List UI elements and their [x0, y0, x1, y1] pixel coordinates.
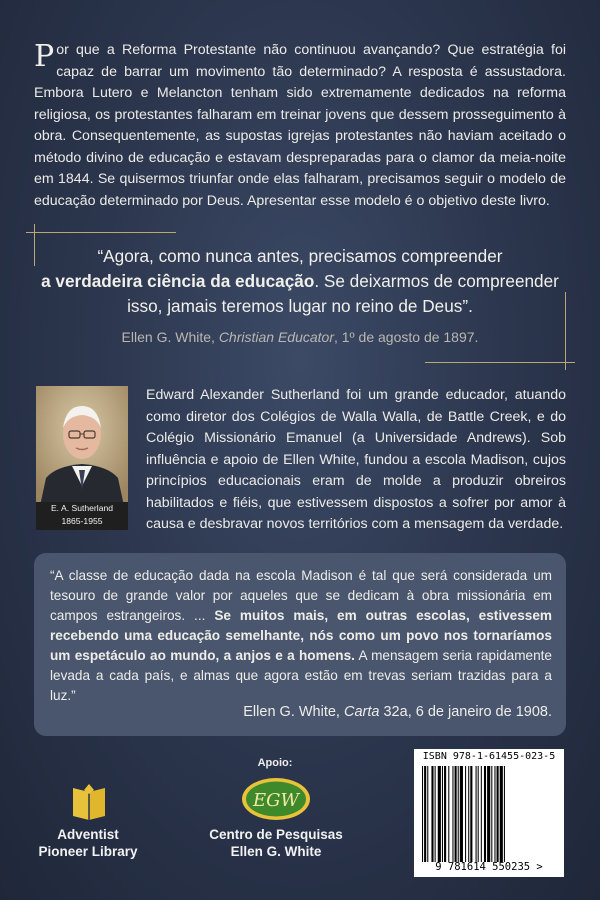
barcode-bar: [484, 766, 486, 862]
support-label: Apoio:: [257, 757, 293, 769]
barcode-bar: [465, 766, 466, 862]
barcode-bar: [487, 766, 490, 862]
main-quote-part1: “Agora, como nunca antes, precisamos compreender: [97, 246, 503, 266]
quote-box-cite-work: Carta: [344, 704, 380, 720]
portrait-photo: [36, 386, 128, 506]
main-quote-citation: [40, 329, 560, 345]
quote-box-cite-rest: 32a, 6 de janeiro de 1908.: [379, 704, 552, 720]
book-icon: [70, 782, 108, 822]
barcode-bar: [452, 766, 453, 862]
barcode-bar: [427, 766, 428, 862]
barcode-bar: [431, 766, 433, 862]
intro-dropcap: P: [34, 39, 55, 74]
decorative-line-top-left: [26, 232, 176, 233]
barcode-bar: [448, 766, 449, 862]
main-quote-part2: . Se deixarmos de compreender isso, jamais teremos lugar no reino de Deus”.: [127, 271, 559, 316]
main-quote-cite-date: , 1º de agosto de 1897.: [333, 329, 479, 345]
decorative-line-bottom-right: [425, 362, 575, 363]
barcode-bar: [468, 766, 469, 862]
quote-box-cite-author: Ellen G. White,: [243, 704, 344, 720]
egw-logo-icon: [240, 776, 312, 822]
barcode-number: 9 781614 550235 >: [435, 861, 543, 873]
barcode-bar: [504, 766, 505, 862]
barcode-bar: [424, 766, 426, 862]
barcode-bar: [500, 766, 503, 862]
barcode-bar: [497, 766, 499, 862]
barcode-bar: [460, 766, 463, 862]
main-quote-cite-author: Ellen G. White,: [121, 329, 219, 345]
barcode-bar: [455, 766, 457, 862]
quote-box-part1: “A classe de educação dada na escola Madison é tal que será considerada um tesouro de grande valor por aqueles que se dedicam à obra missionária em campos estrangeiros. ...: [50, 568, 552, 623]
decorative-line-top-left-vertical: [34, 224, 35, 266]
barcode-bars: [420, 766, 558, 862]
intro-paragraph: [34, 40, 566, 212]
barcode-bar: [476, 766, 477, 862]
intro-text: or que a Reforma Protestante não continuou avançando? Que estratégia foi capaz de barrar um movimento tão determinado? A resposta é assustadora. Embora Lutero e Melancton tenham sido extremamente dedicados na reforma religiosa, os protestantes falharam em treinar jovens que dessem prosseguimento à obra. Consequentemente, as supostas igrejas protestantes não haviam aceitado o método divino de educação e estavam despreparadas para o clamor da meia-noite em 1844. Se quisermos triunfar onde elas falharam, precisamos seguir o modelo de educação determinado por Deus. Apresentar esse modelo é o objetivo deste livro.: [34, 42, 566, 209]
barcode-bar: [494, 766, 495, 862]
barcode-bar: [438, 766, 441, 862]
decorative-line-bottom-right-vertical: [565, 292, 566, 370]
barcode-bar: [478, 766, 479, 862]
apl-line1: Adventist: [57, 827, 119, 842]
main-quote: [40, 244, 560, 319]
cpegw-line2: Ellen G. White: [230, 844, 322, 859]
apl-line2: Pioneer Library: [38, 844, 138, 859]
isbn-text: ISBN 978-1-61455-023-5: [422, 751, 556, 762]
main-quote-cite-work: Christian Educator: [218, 329, 334, 345]
barcode-bar: [458, 766, 459, 862]
barcode-bar: [491, 766, 492, 862]
barcode-bar: [444, 766, 446, 862]
main-quote-bold: a verdadeira ciência da educação: [41, 271, 315, 291]
biography-paragraph: Edward Alexander Sutherland foi um grande educador, atuando como diretor dos Colégios de Walla Walla, de Battle Creek, e do Colégio Missionário Emanuel (a Universidade Andrews). Sob influência e apoio de Ellen White, fundou a escola Madison, cujos princípios educacionais eram de molde a produzir obreiros habilitados e fiéis, que estivessem dispostos a sofrer por amor à causa e desbravar novos territórios com a mensagem da verdade.: [146, 387, 566, 532]
portrait-name: E. A. Sutherland: [50, 503, 114, 513]
apl-logo-text: [28, 826, 148, 860]
quote-box-bold: Se muitos mais, em outras escolas, estivessem recebendo uma educação semelhante, nós como um povo nos tornaríamos um espetáculo ao mundo, a anjos e a homens.: [50, 608, 552, 663]
quote-box-part2: A mensagem seria rapidamente levada a cada país, e almas que agora estão em trevas seriam trazidas para a luz.”: [50, 648, 552, 703]
cpegw-line1: Centro de Pesquisas: [209, 827, 343, 842]
portrait-illustration: [36, 386, 128, 506]
barcode-bar: [470, 766, 472, 862]
barcode-bar: [435, 766, 436, 862]
portrait-years: 1865-1955: [61, 516, 103, 526]
portrait-caption: [36, 502, 128, 530]
egw-logo-letters: EGW: [252, 790, 300, 811]
barcode-bar: [442, 766, 443, 862]
barcode-bar: [422, 766, 423, 862]
cpegw-logo-text: [196, 826, 356, 860]
quote-box-text: [50, 566, 552, 706]
barcode-bar: [481, 766, 482, 862]
quote-box-citation: [50, 704, 552, 720]
